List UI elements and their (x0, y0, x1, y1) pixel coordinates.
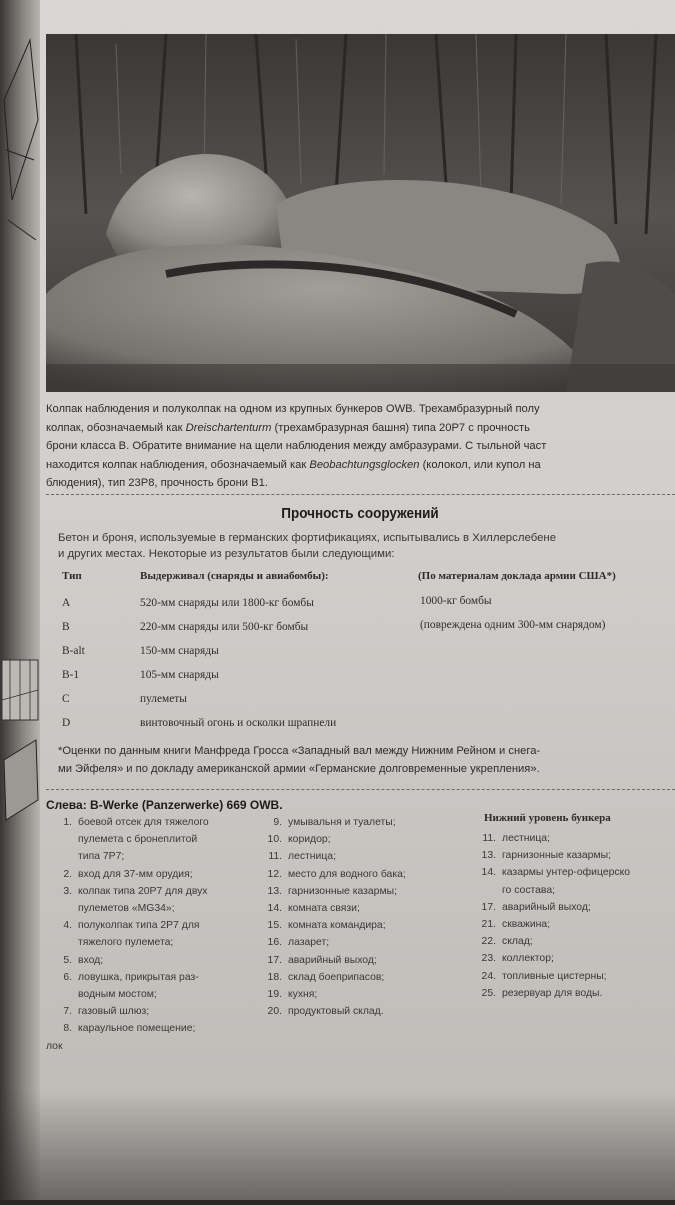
legend-number: 15. (267, 920, 282, 932)
legend-text-cont: тяжелого пулемета; (78, 937, 174, 949)
section-title: Прочность сооружений (281, 505, 439, 522)
caption-italic: Beobachtungsglocken (309, 458, 420, 471)
legend-number: 9. (273, 817, 282, 828)
legend-item (46, 814, 266, 831)
legend-text: лазарет; (288, 937, 330, 949)
legend-item (46, 866, 266, 883)
legend-text: комната командира; (288, 920, 386, 932)
legend-text: склад боеприпасов; (288, 971, 385, 983)
legend-item (256, 883, 476, 900)
divider (46, 494, 675, 495)
table-footnote (58, 742, 670, 778)
legend-text: караульное помещение; (78, 1023, 196, 1035)
legend-item (256, 1003, 476, 1020)
legend-text-cont: типа 7P7; (78, 851, 125, 863)
legend-item (256, 969, 476, 986)
legend-number: 8. (63, 1023, 72, 1035)
legend-text: аварийный выход; (502, 901, 591, 913)
legend-text: умывальня и туалеты; (288, 817, 396, 828)
legend-number: 14. (267, 903, 282, 915)
legend-number: 10. (267, 834, 282, 846)
table-cell-withstood: винтовочный огонь и осколки шрапнели (140, 717, 337, 729)
table-cell-type: B (62, 621, 70, 633)
legend-text: гарнизонные казармы; (502, 850, 611, 862)
photo-caption (46, 400, 671, 493)
page-shadow (0, 1090, 675, 1200)
legend-text-cont: пулемета с бронеплитой (78, 834, 198, 846)
legend-text: резервуар для воды. (502, 987, 603, 999)
legend-item (256, 848, 476, 865)
legend-text-cont: пулеметов «MG34»; (78, 903, 175, 915)
legend-number: 2. (63, 868, 72, 880)
table-header-type: Тип (62, 570, 82, 582)
caption-line: Колпак наблюдения и полуколпак на одном из крупных бункеров OWB. Трехамбразурный полу (46, 403, 540, 415)
legend-item (256, 900, 476, 917)
legend-item (470, 933, 670, 950)
legend-number: 24. (481, 970, 496, 982)
legend-item (256, 952, 476, 969)
legend-text: кухня; (288, 989, 318, 1001)
legend-number: 6. (63, 971, 72, 983)
legend-item (470, 830, 670, 847)
legend-number: 16. (267, 937, 282, 949)
legend-column-1 (46, 814, 266, 1055)
bunker-cupola-photo (46, 34, 675, 392)
table-cell-type: A (62, 597, 71, 609)
caption-line (46, 419, 671, 438)
legend-item (46, 917, 266, 934)
legend-item (256, 814, 476, 831)
table-cell-us-report: (повреждена одним 300-мм снарядом) (420, 619, 606, 631)
legend-text: боевой отсек для тяжелого (78, 817, 209, 828)
legend-number: 19. (267, 989, 282, 1001)
legend-text: лестница; (288, 851, 336, 863)
caption-line: брони класса B. Обратите внимание на щели наблюдения между амбразурами. С тыльной част (46, 440, 547, 452)
legend-text: склад; (502, 936, 533, 948)
table-cell-withstood: 520-мм снаряды или 1800-кг бомбы (140, 597, 314, 609)
legend-text: топливные цистерны; (502, 970, 607, 982)
legend-item (256, 831, 476, 848)
legend-number: 7. (63, 1006, 72, 1018)
legend-number: 23. (481, 953, 496, 965)
legend-number: 13. (481, 850, 496, 862)
intro-line: и других местах. Некоторые из результатов были следующими: (58, 548, 395, 560)
legend-number: 25. (481, 987, 496, 999)
legend-number: 17. (267, 954, 282, 966)
section-intro (58, 530, 668, 562)
legend-text: коллектор; (502, 953, 554, 965)
legend-number: 11. (482, 833, 496, 844)
caption-text: (трехамбразурная башня) типа 20P7 с прочность (271, 421, 530, 434)
table-header-withstood: Выдерживал (снаряды и авиабомбы): (140, 570, 329, 582)
table-cell-withstood: 220-мм снаряды или 500-кг бомбы (140, 621, 309, 633)
legend-text: вход для 37-мм орудия; (78, 868, 193, 880)
legend-number: 17. (481, 901, 496, 913)
table-cell-withstood: 105-мм снаряды (140, 669, 219, 681)
legend-text: место для водного бака; (288, 868, 406, 880)
legend-item (46, 1003, 266, 1020)
legend-item (46, 1020, 266, 1037)
caption-text: находится колпак наблюдения, обозначаемый как (46, 458, 310, 471)
table-cell-type: C (62, 693, 70, 705)
legend-text: колпак типа 20P7 для двух (78, 885, 208, 897)
caption-line (46, 456, 671, 475)
table-cell-type: D (62, 717, 71, 729)
legend-item (470, 968, 670, 985)
legend-text: лестница; (502, 833, 550, 844)
legend-text: продуктовый склад. (288, 1006, 384, 1018)
legend-number: 20. (267, 1006, 282, 1018)
legend-number: 14. (481, 867, 496, 879)
table-cell-type: B-1 (62, 669, 80, 681)
legend-item (256, 917, 476, 934)
table-cell-withstood: 150-мм снаряды (140, 645, 219, 657)
legend-text-cont: го состава; (502, 884, 556, 896)
legend-item-tail: лок (46, 1040, 63, 1052)
legend-text: ловушка, прикрытая раз- (78, 971, 199, 983)
legend-item (256, 934, 476, 951)
intro-line: Бетон и броня, используемые в германских фортификациях, испытывались в Хиллерслебене (58, 532, 557, 544)
legend-item (470, 864, 670, 881)
footnote-line: ми Эйфеля» и по докладу американской армии «Германские долговременные укрепления». (58, 763, 540, 775)
legend-column-3 (470, 830, 670, 1002)
diagram-fragment-left (0, 0, 40, 1200)
table-cell-type: B-alt (62, 645, 85, 657)
book-page-edge (0, 0, 40, 1200)
table-cell-us-report: 1000-кг бомбы (420, 595, 492, 607)
legend-text: комната связи; (288, 903, 360, 915)
footnote-line: *Оценки по данным книги Манфреда Гросса «Западный вал между Нижним Рейном и снега- (58, 745, 541, 757)
caption-text: (колокол, или купол на (419, 458, 541, 471)
legend-item (46, 883, 266, 900)
legend-number: 1. (63, 817, 72, 828)
lower-level-heading: Нижний уровень бункера (484, 812, 611, 824)
legend-text: казармы унтер-офицерско (502, 867, 631, 879)
table-header-us-report: (По материалам доклада армии США*) (418, 570, 616, 582)
legend-number: 4. (63, 920, 72, 932)
caption-text: колпак, обозначаемый как (46, 421, 186, 434)
legend-column-2 (256, 814, 476, 1020)
legend-number: 22. (481, 936, 496, 948)
legend-title: Слева: B-Werke (Panzerwerke) 669 OWB. (46, 798, 283, 812)
legend-item (470, 847, 670, 864)
legend-number: 12. (267, 868, 282, 880)
legend-item (46, 952, 266, 969)
legend-text: гарнизонные казармы; (288, 885, 397, 897)
legend-item (470, 899, 670, 916)
legend-item (256, 986, 476, 1003)
legend-text-cont: водным мостом; (78, 989, 157, 1001)
caption-italic: Dreischartenturm (185, 421, 272, 434)
legend-item (470, 985, 670, 1002)
legend-text: аварийный выход; (288, 954, 377, 966)
legend-number: 13. (267, 885, 282, 897)
legend-item (46, 969, 266, 986)
caption-line: блюдения), тип 23P8, прочность брони B1. (46, 477, 268, 489)
legend-text: вход; (78, 954, 104, 966)
legend-item (470, 950, 670, 967)
legend-text: коридор; (288, 834, 331, 846)
table-cell-withstood: пулеметы (140, 693, 187, 705)
legend-number: 21. (481, 919, 496, 931)
legend-number: 11. (268, 851, 282, 863)
legend-number: 3. (63, 885, 72, 897)
legend-text: полуколпак типа 2P7 для (78, 920, 200, 932)
legend-number: 5. (63, 954, 72, 966)
legend-item (256, 866, 476, 883)
legend-text: газовый шлюз; (78, 1006, 150, 1018)
legend-text: скважина; (502, 919, 551, 931)
divider (46, 789, 675, 790)
legend-number: 18. (267, 971, 282, 983)
legend-item (470, 916, 670, 933)
